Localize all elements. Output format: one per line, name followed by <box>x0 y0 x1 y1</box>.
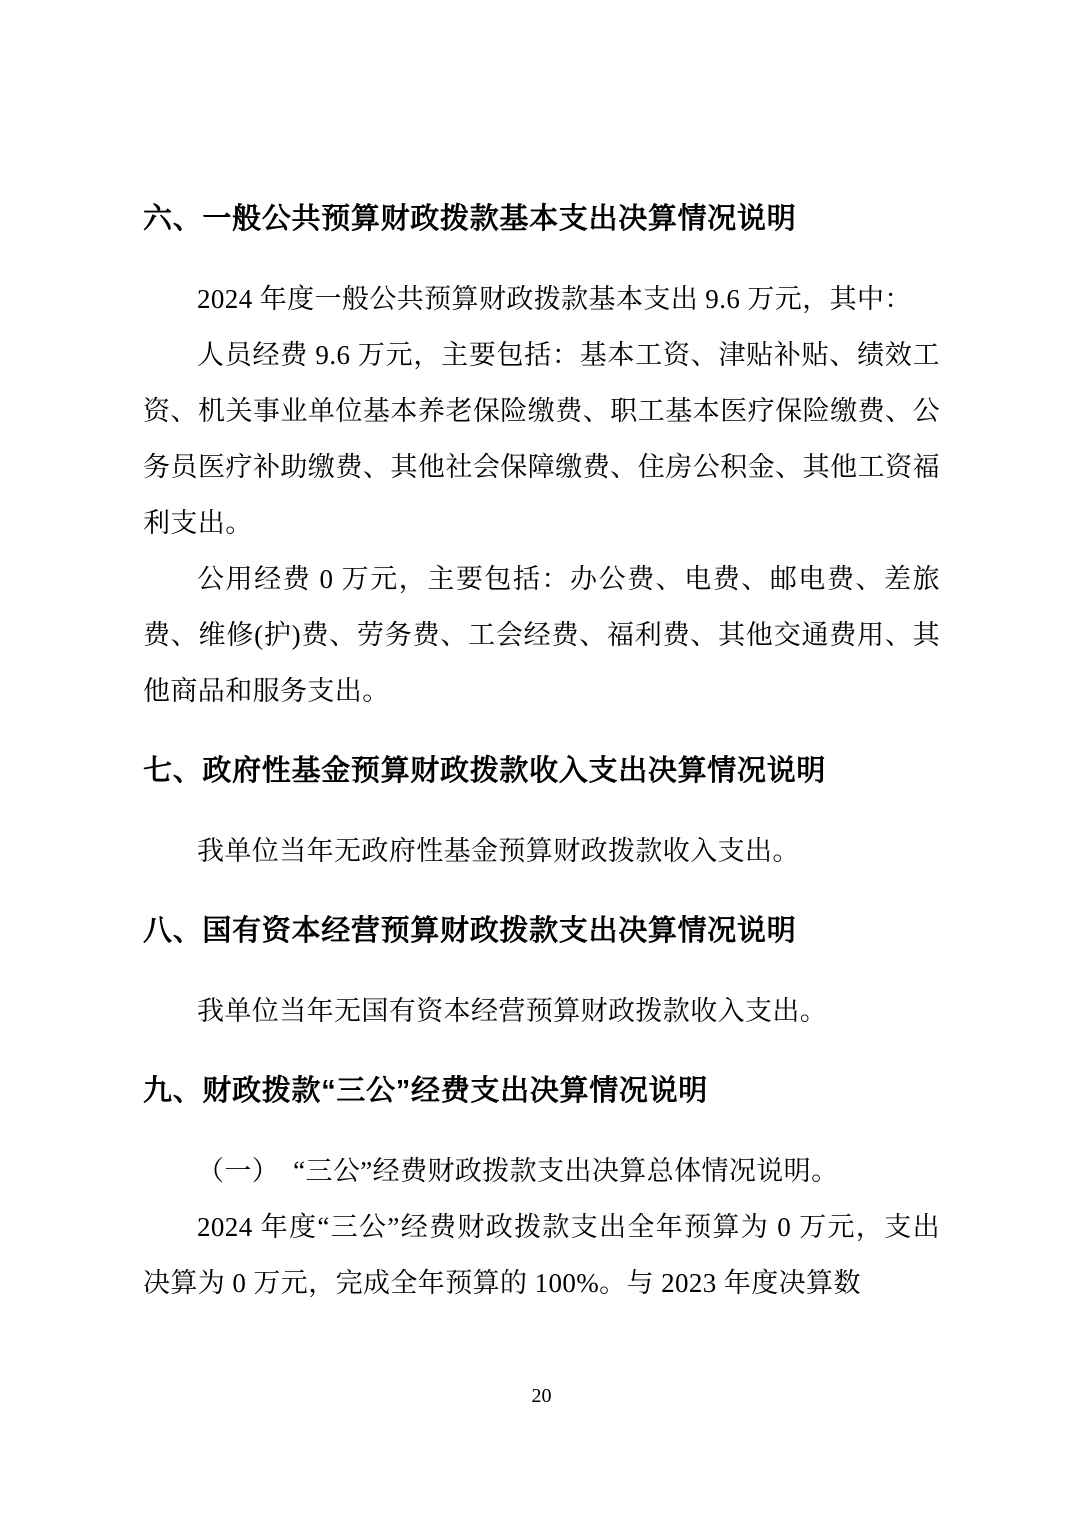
page-number: 20 <box>531 1385 552 1407</box>
paragraph-three-public-budget-figures: 2024 年度“三公”经费财政拨款支出全年预算为 0 万元，支出决算为 0 万元，完成全年预算的 100%。与 2023 年度决算数 <box>143 1212 940 1298</box>
paragraph-basic-expenditure-total: 2024 年度一般公共预算财政拨款基本支出 9.6 万元，其中： <box>197 284 912 314</box>
document-body <box>143 191 940 1311</box>
paragraph-no-state-capital-expenditure: 我单位当年无国有资本经营预算财政拨款收入支出。 <box>197 996 828 1026</box>
section-heading-eight-state-capital-budget: 八、国有资本经营预算财政拨款支出决算情况说明 <box>143 915 797 947</box>
paragraph-public-expenses: 公用经费 0 万元，主要包括：办公费、电费、邮电费、差旅费、维修(护)费、劳务费、工会经费、福利费、其他交通费用、其他商品和服务支出。 <box>143 564 940 706</box>
page-footer <box>143 1384 940 1408</box>
paragraph-three-public-overall-note: （一） “三公”经费财政拨款支出决算总体情况说明。 <box>197 1156 839 1186</box>
paragraph-personnel-expenses: 人员经费 9.6 万元，主要包括：基本工资、津贴补贴、绩效工资、机关事业单位基本养老保险缴费、职工基本医疗保险缴费、公务员医疗补助缴费、其他社会保障缴费、住房公积金、其他工资福利支出。 <box>143 340 940 538</box>
paragraph-no-government-fund-expenditure: 我单位当年无政府性基金预算财政拨款收入支出。 <box>197 836 800 866</box>
section-heading-nine-three-public-expenses: 九、财政拨款“三公”经费支出决算情况说明 <box>143 1075 709 1107</box>
section-heading-six-basic-expenditure: 六、一般公共预算财政拨款基本支出决算情况说明 <box>143 203 797 235</box>
section-heading-seven-government-fund-budget: 七、政府性基金预算财政拨款收入支出决算情况说明 <box>143 755 827 787</box>
